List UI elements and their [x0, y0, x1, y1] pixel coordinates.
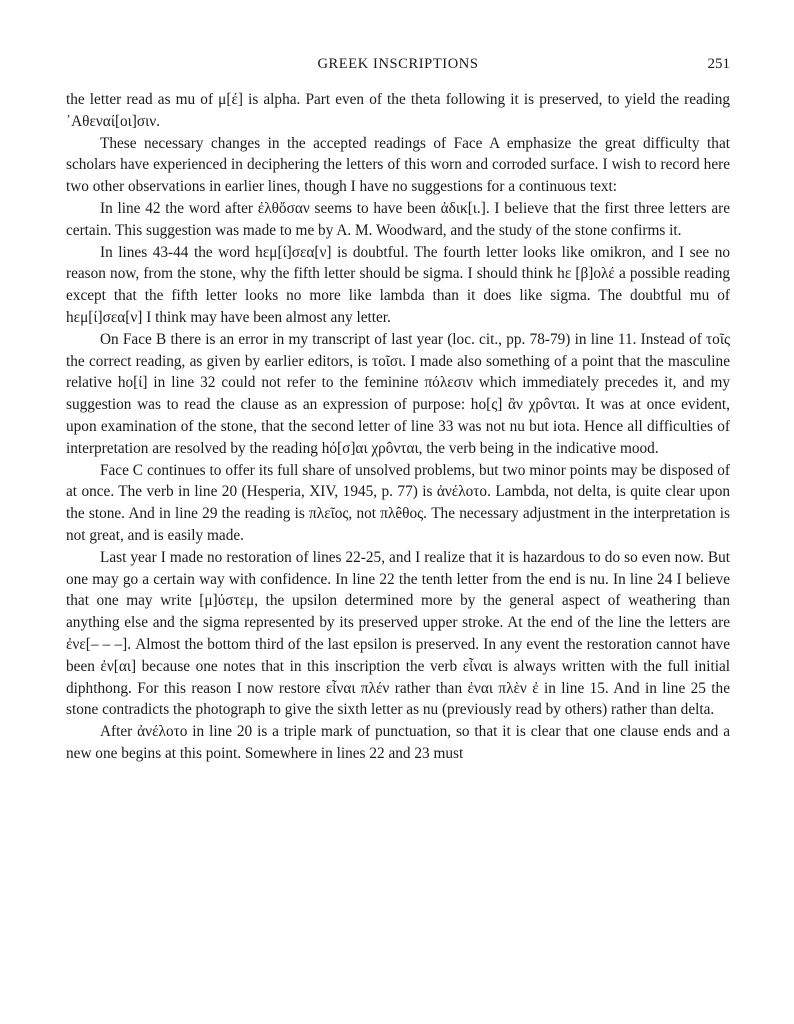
paragraph-1: the letter read as mu of μ[έ] is alpha. Part even of the theta following it is preserved, to yield the reading ᾿Αθεναί[οι]σιν. — [66, 91, 730, 130]
paragraph-3: In line 42 the word after ἐλθὄσαν seems to have been ἀδικ[ι.]. I believe that the first three letters are certain. This suggestion was made to me by A. M. Woodward, and the study of the stone confirms it. — [66, 199, 730, 239]
running-head — [66, 56, 730, 80]
paragraph-4: In lines 43-44 the word hεμ[ί]σεα[ν] is doubtful. The fourth letter looks like omikron, and I see no reason now, from the stone, why the fifth letter should be sigma. I should think hε [β]ολέ a possible reading except that the fifth letter looks no more like lambda than it does like sigma. The doubtful mu of hεμ[ί]σεα[ν] I think may have been almost any letter. — [66, 243, 730, 326]
paragraph-8: After ἀνέλοτο in line 20 is a triple mark of punctuation, so that it is clear that one clause ends and a new one begins at this point. Somewhere in lines 22 and 23 must — [66, 723, 730, 762]
paragraph-7: Last year I made no restoration of lines 22-25, and I realize that it is hazardous to do so even now. But one may go a certain way with confidence. In line 22 the tenth letter from the end is nu. In line 24 I believe that one may write [μ]ύστεμ, the upsilon determined more by the general aspect of weathering than anything else and the sigma represented by its preserved upper stroke. At the end of the line the letters are ἐνε[– – –]. Almost the bottom third of the last epsilon is preserved. In any event the restoration cannot have been ἐν[αι] because one notes that in this inscription the verb εἶναι is always written with the full initial diphthong. For this reason I now restore εἶναι πλέν rather than ἐναι πλὲν ἐ in line 15. And in line 25 the stone contradicts the photograph to give the sixth letter as nu (previously read by others) rather than delta. — [66, 548, 730, 719]
paragraph-6: Face C continues to offer its full share of unsolved problems, but two minor points may be disposed of at once. The verb in line 20 (Hesperia, XIV, 1945, p. 77) is ἀνέλοτο. Lambda, not delta, is quite clear upon the stone. And in line 29 the reading is πλεῖος, not πλêθος. The necessary adjustment in the interpretation is not great, and is easily made. — [66, 461, 730, 544]
body-text — [66, 89, 730, 765]
page-number: 251 — [707, 56, 730, 72]
paragraph-5: On Face B there is an error in my transcript of last year (loc. cit., pp. 78-79) in line 11. Instead of τοῖς the correct reading, as given by earlier editors, is τοῖσι. I made also something of a point that the masculine relative hο[ί] in line 32 could not refer to the feminine πόλεσιν which immediately precedes it, and my suggestion was to read the clause as an expression of purpose: hο[ς] ἂν χρôνται. It was at once evident, upon examination of the stone, that the second letter of line 33 was not nu but iota. Hence all difficulties of interpretation are resolved by the reading hό[σ]αι χρôνται, the verb being in the indicative mood. — [66, 330, 730, 457]
page — [66, 56, 730, 765]
paragraph-2: These necessary changes in the accepted readings of Face A emphasize the great difficulty that scholars have experienced in deciphering the letters of this worn and corroded surface. I wish to record here two other observations in earlier lines, though I have no suggestions for a continuous text: — [66, 134, 730, 196]
running-title: GREEK INSCRIPTIONS — [317, 56, 479, 72]
